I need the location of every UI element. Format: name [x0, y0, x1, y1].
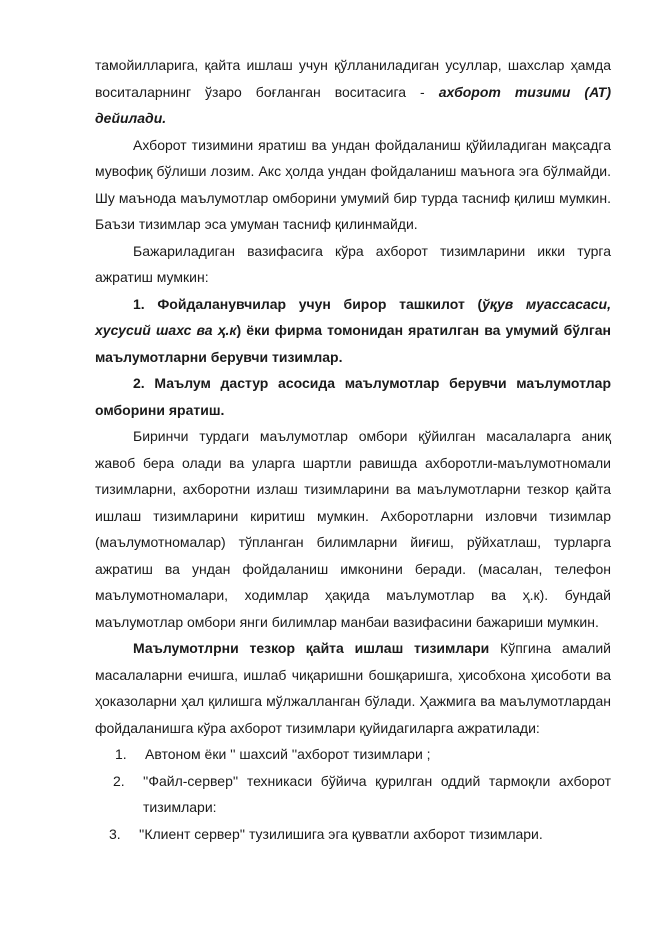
paragraph-definition: [95, 52, 611, 132]
list-item-text: Автоном ёки '' шахсий ''ахборот тизимлари ;: [145, 746, 431, 762]
list-item-text: ''Клиент сервер'' тузилишига эга қувватли ахборот тизимлари.: [139, 825, 543, 842]
paragraph-operational-systems-text: Кўпгина амалий масалаларни ечишга, ишлаб чиқаришни бошқаришга, ҳисобхона ҳисоботи ва ҳоказоларни ҳал қилишга мўлжалланган бўлади. Ҳажмига ва маълумотлардан фойдаланишга кўра ахборот тизимлари қуйидагиларга ажратилади:: [95, 640, 612, 736]
type-1-number: 1.: [133, 295, 145, 312]
type-1-text-b: ) ёки фирма томонидан яратилган ва умумий бўлган маълумотларни берувчи тизимлар.: [95, 322, 611, 365]
list-item-number: 1.: [115, 746, 127, 762]
list-item-number: 2.: [113, 772, 125, 789]
paragraph-first-type-description: Биринчи турдаги маълумотлар омбори қўйилган масалаларга аниқ жавоб бера олади ва уларга шартли равишда ахборотли-маълумотномали тизимларни, ахборотни излаш тизимларини ва маълумотларни тезкор қайта ишлаш тизимларини киритиш мумкин. Ахборотларни изловчи тизимлар (маълумотномалар) тўпланган билимларни йиғиш, рўйхатлаш, турларга ажратиш ва ундан фойдаланиш имконини беради. (масалан, телефон маълумотномалари, ходимлар ҳақида маълумотлар ва ҳ.к). бундай маълумотлар омбори янги билимлар манбаи вазифасини бажариши мумкин.: [95, 428, 611, 630]
type-2-number: 2.: [133, 375, 145, 391]
paragraph-purpose: Ахборот тизимини яратиш ва ундан фойдаланиш қўйиладиган мақсадга мувофиқ бўлиши лозим. Акс ҳолда ундан фойдаланиш маънога эга бўлмайди. Шу маънода маълумотлар омборини умумий бир турда тасниф қилиш мумкин. Баъзи тизимлар эса умуман тасниф қилинмайди.: [95, 136, 611, 232]
system-types-list: [95, 741, 611, 847]
list-item: [113, 768, 611, 821]
list-item: [115, 741, 611, 768]
term-information-system: ахборот тизими (АТ) дейилади.: [95, 83, 611, 126]
paragraph-operational-systems: [95, 635, 611, 741]
list-item-number: 3.: [109, 825, 121, 842]
list-item: [109, 821, 611, 848]
paragraph-type-1: [95, 291, 611, 371]
type-2-text: Маълум дастур асосида маълумотлар берувчи маълумотлар омборини яратиш.: [95, 375, 611, 418]
paragraph-type-2: [95, 370, 611, 423]
term-operational-systems: Маълумотлрни тезкор қайта ишлаш тизимлари: [133, 640, 490, 656]
type-1-italic: ўқув муассасаси, хусусий шахс ва ҳ.к: [95, 295, 611, 338]
paragraph-definition-text: тамойилларига, қайта ишлаш учун қўлланиладиган усуллар, шахслар ҳамда воситаларнинг ўзаро боғланган воситасига -: [95, 57, 611, 100]
type-1-text-a: Фойдаланувчилар учун бирор ташкилот (: [144, 295, 483, 312]
list-item-text: ''Файл-сервер'' техникаси бўйича қурилган оддий тармоқли ахборот тизимлари:: [143, 772, 611, 815]
paragraph-classification-intro: Бажариладиган вазифасига кўра ахборот тизимларини икки турга ажратиш мумкин:: [95, 242, 611, 285]
